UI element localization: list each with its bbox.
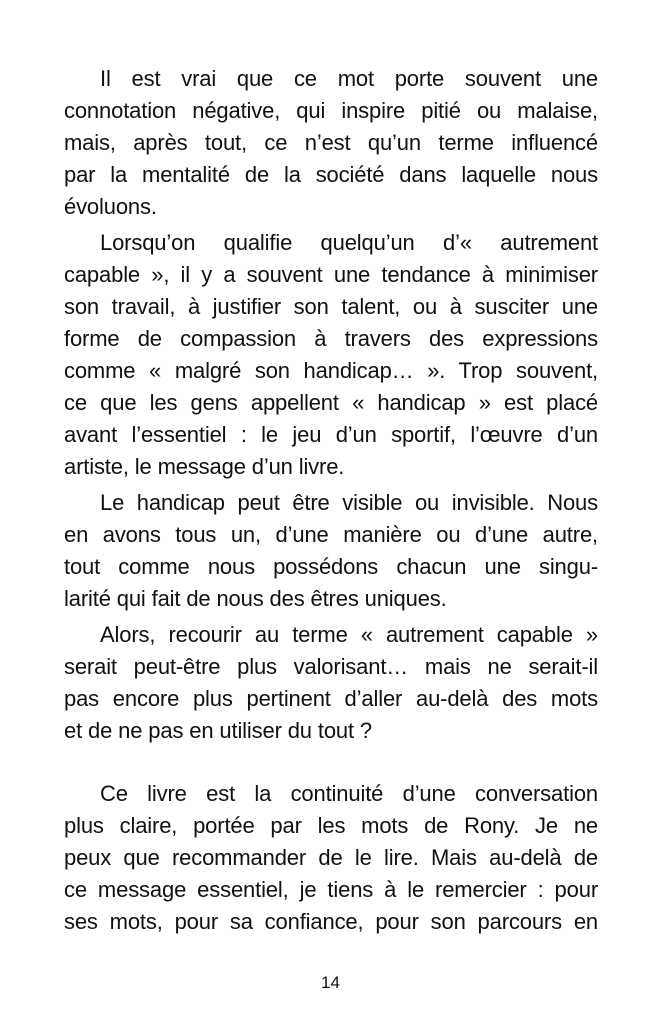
text-line: peux que recommander de le lire. Mais au-delà de bbox=[64, 845, 598, 870]
text-line: mais, après tout, ce n’est qu’un terme influencé bbox=[64, 130, 598, 155]
paragraph bbox=[64, 227, 598, 483]
text-line: avant l’essentiel : le jeu d’un sportif, l’œuvre d’un bbox=[64, 422, 598, 447]
text-line: et de ne pas en utiliser du tout ? bbox=[64, 718, 373, 743]
page-number: 14 bbox=[321, 973, 340, 992]
text-line: Ce livre est la continuité d’une conversation bbox=[100, 781, 598, 806]
text-line: évoluons. bbox=[64, 194, 157, 219]
text-line: son travail, à justifier son talent, ou à susciter une bbox=[64, 294, 598, 319]
text-line: forme de compassion à travers des expressions bbox=[64, 326, 598, 351]
text-line: plus claire, portée par les mots de Rony. Je ne bbox=[64, 813, 598, 838]
text-line: connotation négative, qui inspire pitié ou malaise, bbox=[64, 98, 598, 123]
text-line: Le handicap peut être visible ou invisible. Nous bbox=[100, 490, 598, 515]
text-line: tout comme nous possédons chacun une singu- bbox=[64, 554, 598, 579]
text-line: ce que les gens appellent « handicap » est placé bbox=[64, 390, 598, 415]
text-line: comme « malgré son handicap… ». Trop souvent, bbox=[64, 358, 598, 383]
text-line: pas encore plus pertinent d’aller au-delà des mots bbox=[64, 686, 598, 711]
paragraph bbox=[64, 487, 598, 615]
text-line: larité qui fait de nous des êtres uniques. bbox=[64, 586, 447, 611]
text-line: serait peut-être plus valorisant… mais ne serait-il bbox=[64, 654, 598, 679]
paragraph bbox=[64, 63, 598, 223]
text-line: Alors, recourir au terme « autrement capable » bbox=[100, 622, 598, 647]
paragraph bbox=[64, 619, 598, 747]
text-line: artiste, le message d’un livre. bbox=[64, 454, 345, 479]
text-line: ce message essentiel, je tiens à le remercier : pour bbox=[64, 877, 598, 902]
text-line: par la mentalité de la société dans laquelle nous bbox=[64, 162, 598, 187]
text-line: Il est vrai que ce mot porte souvent une bbox=[100, 66, 598, 91]
paragraph bbox=[64, 778, 598, 938]
page-body bbox=[64, 63, 598, 942]
text-line: capable », il y a souvent une tendance à minimiser bbox=[64, 262, 598, 287]
text-line: Lorsqu’on qualifie quelqu’un d’« autrement bbox=[100, 230, 598, 255]
text-line: en avons tous un, d’une manière ou d’une autre, bbox=[64, 522, 598, 547]
text-line: ses mots, pour sa confiance, pour son parcours en bbox=[64, 909, 598, 934]
